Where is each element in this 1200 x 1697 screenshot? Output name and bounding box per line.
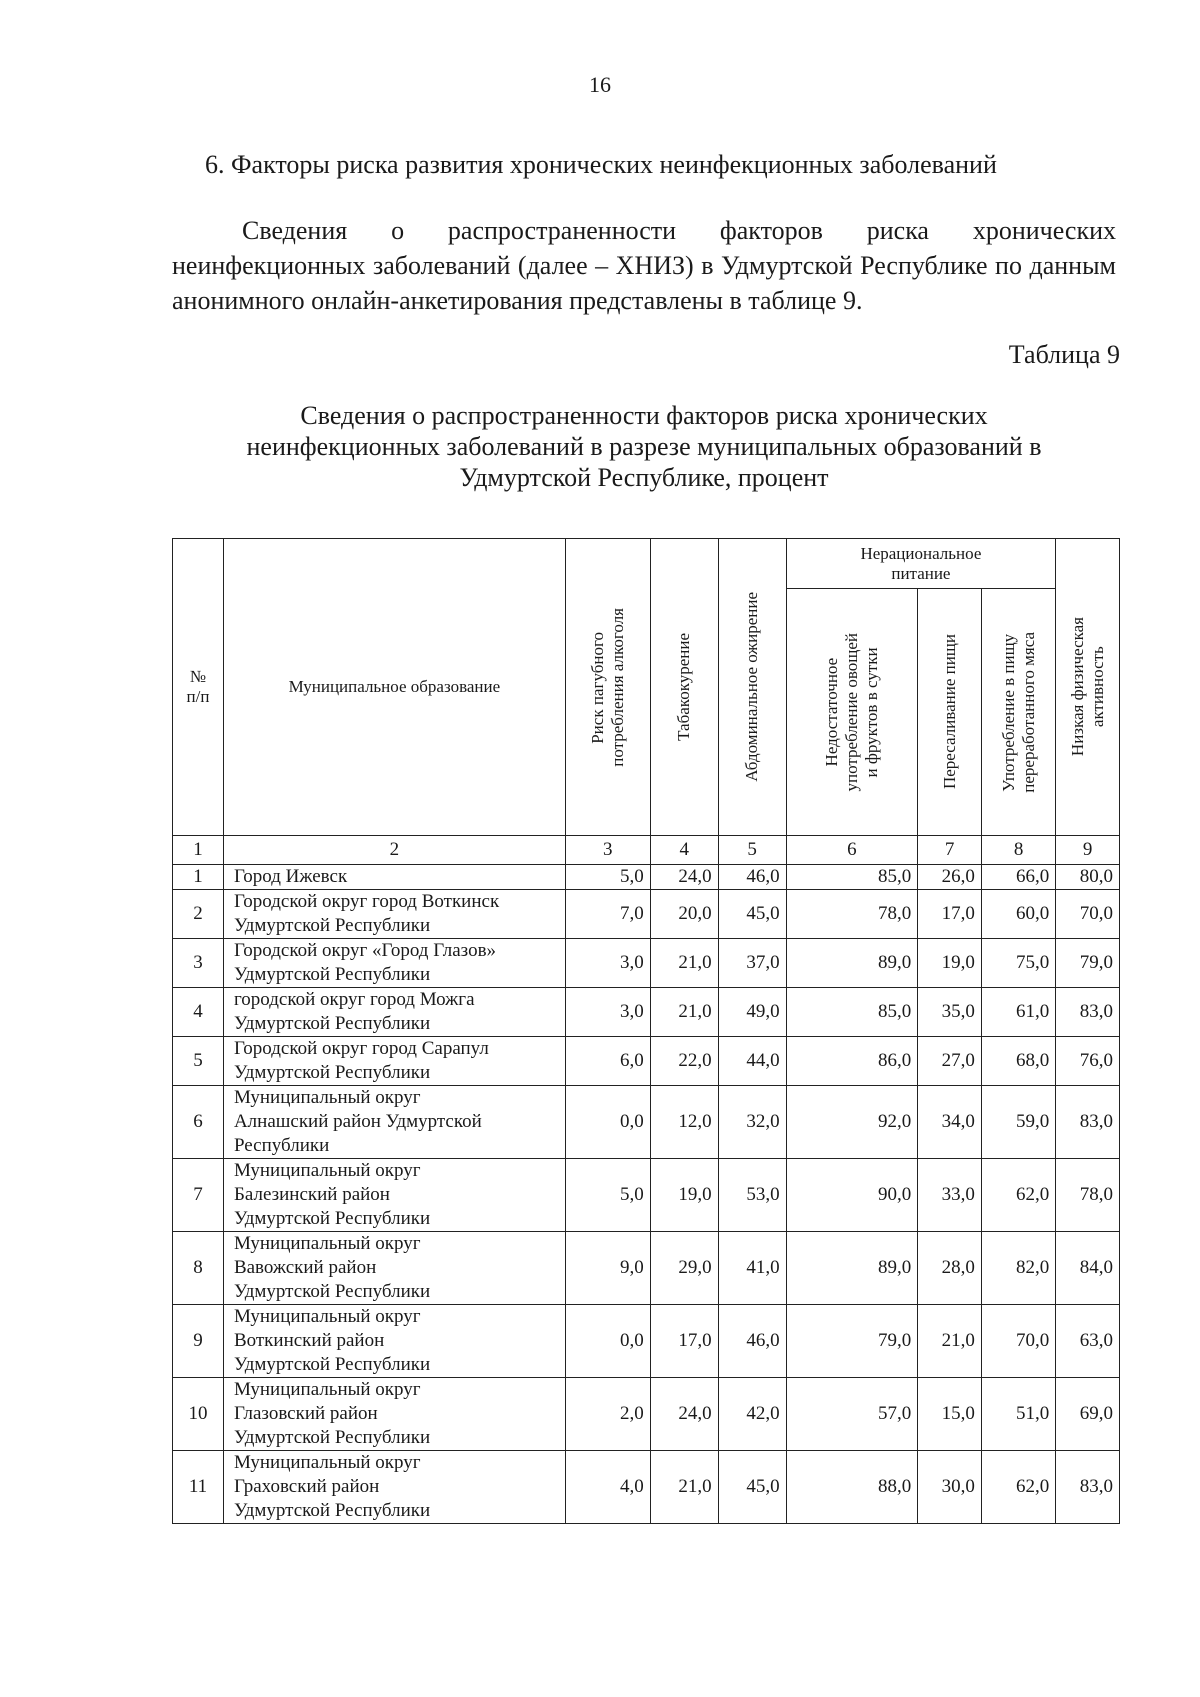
column-number-row [173,836,1120,865]
header-alcohol-text: Риск пагубного потребления алкоголя [587,607,627,767]
vegetables-value: 86,0 [786,1037,918,1086]
smoking-value: 21,0 [650,1451,718,1524]
municipality-name [223,1037,565,1086]
obesity-value: 42,0 [718,1378,786,1451]
activity-value: 83,0 [1056,1086,1120,1159]
municipality-name-line: Удмуртской Республики [233,1500,431,1521]
municipality-name-line: Городской округ «Город Глазов» [233,940,497,961]
obesity-value: 44,0 [718,1037,786,1086]
smoking-value: 21,0 [650,988,718,1037]
column-number: 4 [650,836,718,865]
municipality-name-line: Воткинский район [233,1330,385,1351]
header-num-line: п/п [186,687,210,706]
activity-value: 70,0 [1056,890,1120,939]
row-number: 4 [173,988,224,1037]
smoking-value: 20,0 [650,890,718,939]
header-num [173,539,224,836]
row-number: 2 [173,890,224,939]
obesity-value: 45,0 [718,890,786,939]
header-vegetables [786,589,918,836]
municipality-name-line: Удмуртской Республики [233,1427,431,1448]
alcohol-value: 9,0 [565,1232,650,1305]
municipality-name [223,939,565,988]
processed-meat-value: 66,0 [981,865,1055,890]
smoking-value: 24,0 [650,865,718,890]
municipality-name-line: Удмуртской Республики [233,964,431,985]
header-alcohol [565,539,650,836]
column-number: 6 [786,836,918,865]
vegetables-value: 85,0 [786,865,918,890]
activity-value: 69,0 [1056,1378,1120,1451]
municipality-name [223,1086,565,1159]
activity-value: 83,0 [1056,988,1120,1037]
caption-line: Удмуртской Республике, процент [459,463,829,492]
obesity-value: 37,0 [718,939,786,988]
column-number: 7 [918,836,982,865]
municipality-name [223,1378,565,1451]
header-activity-text: Низкая физическая активность [1067,617,1107,757]
header-nutrition-line: Нерациональное [860,543,982,563]
table-row [173,890,1120,939]
smoking-value: 19,0 [650,1159,718,1232]
section-heading: 6. Факторы риска развития хронических неинфекционных заболеваний [205,150,997,179]
obesity-value: 49,0 [718,988,786,1037]
salt-value: 19,0 [918,939,982,988]
row-number: 5 [173,1037,224,1086]
column-number: 5 [718,836,786,865]
processed-meat-value: 61,0 [981,988,1055,1037]
header-smoking-text: Табакокурение [674,633,694,741]
municipality-name-line: Глазовский район [233,1403,378,1424]
activity-value: 63,0 [1056,1305,1120,1378]
alcohol-value: 6,0 [565,1037,650,1086]
header-vegetables-text: Недостаточное употребление овощей и фруктов в сутки [821,632,881,792]
municipality-name-line: Удмуртской Республики [233,1013,431,1034]
alcohol-value: 0,0 [565,1305,650,1378]
processed-meat-value: 82,0 [981,1232,1055,1305]
table-row [173,1037,1120,1086]
salt-value: 21,0 [918,1305,982,1378]
activity-value: 84,0 [1056,1232,1120,1305]
page-number: 16 [589,72,611,97]
smoking-value: 22,0 [650,1037,718,1086]
alcohol-value: 5,0 [565,1159,650,1232]
processed-meat-value: 51,0 [981,1378,1055,1451]
alcohol-value: 7,0 [565,890,650,939]
header-obesity-text: Абдоминальное ожирение [742,592,762,782]
municipality-name-line: Муниципальный округ [233,1160,421,1181]
table-row [173,1159,1120,1232]
obesity-value: 46,0 [718,1305,786,1378]
table-row [173,939,1120,988]
table-row [173,988,1120,1037]
activity-value: 79,0 [1056,939,1120,988]
municipality-name-line: Муниципальный округ [233,1306,421,1327]
municipality-name-line: Удмуртской Республики [233,1208,431,1229]
header-municipality: Муниципальное образование [223,539,565,836]
intro-paragraph [172,213,1116,318]
municipality-name-line: Балезинский район [233,1184,390,1205]
salt-value: 26,0 [918,865,982,890]
municipality-name-line: Муниципальный округ [233,1379,421,1400]
intro-text: Сведения о распространенности факторов риска хронических неинфекционных заболеваний (далее – ХНИЗ) в Удмуртской Республике по данным анонимного онлайн-анкетирования представлены в таблице 9. [172,216,1116,315]
alcohol-value: 5,0 [565,865,650,890]
obesity-value: 32,0 [718,1086,786,1159]
municipality-name [223,1232,565,1305]
municipality-name-line: Республики [233,1135,330,1156]
obesity-value: 53,0 [718,1159,786,1232]
header-processed-meat [981,589,1055,836]
activity-value: 80,0 [1056,865,1120,890]
header-num-line: № [189,667,207,686]
processed-meat-value: 62,0 [981,1451,1055,1524]
risk-factors-table [172,538,1120,1524]
row-number: 7 [173,1159,224,1232]
obesity-value: 41,0 [718,1232,786,1305]
municipality-name-line: Городской округ город Сарапул [233,1038,489,1059]
municipality-name-line: Граховский район [233,1476,380,1497]
municipality-name [223,988,565,1037]
processed-meat-value: 59,0 [981,1086,1055,1159]
row-number: 11 [173,1451,224,1524]
municipality-name-line: Муниципальный округ [233,1087,421,1108]
salt-value: 33,0 [918,1159,982,1232]
row-number: 6 [173,1086,224,1159]
alcohol-value: 2,0 [565,1378,650,1451]
vegetables-value: 88,0 [786,1451,918,1524]
table-row [173,1378,1120,1451]
obesity-value: 45,0 [718,1451,786,1524]
table-row [173,1305,1120,1378]
row-number: 1 [173,865,224,890]
smoking-value: 12,0 [650,1086,718,1159]
table-label: Таблица 9 [1008,340,1120,369]
municipality-name-line: Удмуртской Республики [233,915,431,936]
vegetables-value: 89,0 [786,939,918,988]
caption-line: Сведения о распространенности факторов риска хронических [300,401,988,430]
salt-value: 15,0 [918,1378,982,1451]
municipality-name [223,890,565,939]
municipality-name-line: Алнашский район Удмуртской [233,1111,482,1132]
processed-meat-value: 60,0 [981,890,1055,939]
smoking-value: 21,0 [650,939,718,988]
municipality-name-line: Удмуртской Республики [233,1354,431,1375]
activity-value: 76,0 [1056,1037,1120,1086]
caption-line: неинфекционных заболеваний в разрезе муниципальных образований в [246,432,1042,461]
column-number: 2 [223,836,565,865]
vegetables-value: 92,0 [786,1086,918,1159]
municipality-name-line: Город Ижевск [233,866,348,887]
municipality-name [223,1451,565,1524]
vegetables-value: 79,0 [786,1305,918,1378]
vegetables-value: 78,0 [786,890,918,939]
salt-value: 17,0 [918,890,982,939]
smoking-value: 29,0 [650,1232,718,1305]
alcohol-value: 0,0 [565,1086,650,1159]
vegetables-value: 85,0 [786,988,918,1037]
municipality-name-line: Муниципальный округ [233,1452,421,1473]
activity-value: 78,0 [1056,1159,1120,1232]
alcohol-value: 3,0 [565,939,650,988]
municipality-name-line: Городской округ город Воткинск [233,891,500,912]
smoking-value: 17,0 [650,1305,718,1378]
alcohol-value: 3,0 [565,988,650,1037]
table-row [173,865,1120,890]
table-caption [180,400,1108,493]
salt-value: 30,0 [918,1451,982,1524]
header-processed-meat-text: Употребление в пищу переработанного мяса [998,631,1038,793]
header-salt-text: Пересаливание пищи [939,634,959,790]
header-activity [1056,539,1120,836]
header-nutrition-group [786,539,1056,589]
header-salt [918,589,982,836]
column-number: 1 [173,836,224,865]
municipality-name [223,1159,565,1232]
processed-meat-value: 68,0 [981,1037,1055,1086]
salt-value: 27,0 [918,1037,982,1086]
salt-value: 28,0 [918,1232,982,1305]
processed-meat-value: 62,0 [981,1159,1055,1232]
column-number: 3 [565,836,650,865]
table-row [173,1451,1120,1524]
smoking-value: 24,0 [650,1378,718,1451]
row-number: 10 [173,1378,224,1451]
table-row [173,1232,1120,1305]
vegetables-value: 90,0 [786,1159,918,1232]
vegetables-value: 89,0 [786,1232,918,1305]
salt-value: 35,0 [918,988,982,1037]
municipality-name [223,865,565,890]
header-smoking [650,539,718,836]
column-number: 8 [981,836,1055,865]
municipality-name-line: Удмуртской Республики [233,1062,431,1083]
municipality-name [223,1305,565,1378]
municipality-name-line: Муниципальный округ [233,1233,421,1254]
row-number: 3 [173,939,224,988]
header-obesity [718,539,786,836]
alcohol-value: 4,0 [565,1451,650,1524]
municipality-name-line: Удмуртской Республики [233,1281,431,1302]
column-number: 9 [1056,836,1120,865]
processed-meat-value: 75,0 [981,939,1055,988]
municipality-name-line: городской округ город Можга [233,989,475,1010]
row-number: 8 [173,1232,224,1305]
vegetables-value: 57,0 [786,1378,918,1451]
activity-value: 83,0 [1056,1451,1120,1524]
obesity-value: 46,0 [718,865,786,890]
header-nutrition-line: питание [891,563,951,583]
table-row [173,1086,1120,1159]
municipality-name-line: Вавожский район [233,1257,377,1278]
processed-meat-value: 70,0 [981,1305,1055,1378]
salt-value: 34,0 [918,1086,982,1159]
row-number: 9 [173,1305,224,1378]
